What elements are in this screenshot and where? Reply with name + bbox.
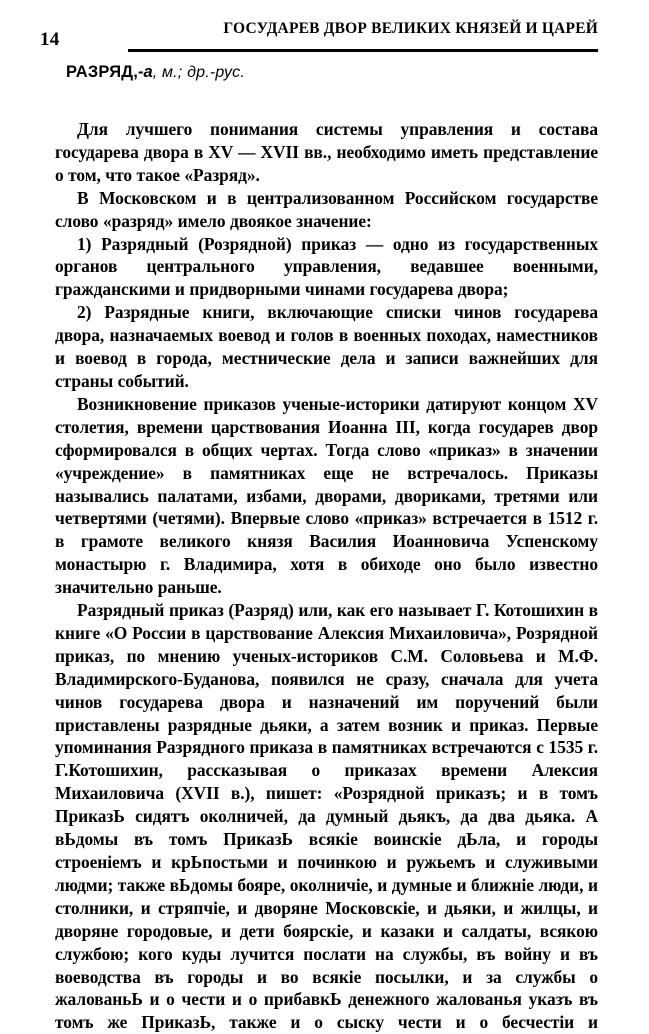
page-header (0, 14, 649, 54)
headword-term: РАЗРЯД, (66, 63, 139, 81)
header-rule (128, 49, 598, 52)
paragraph: Разрядный приказ (Разряд) или, как его называет Г. Котошихин в книге «О России в царствование Алексия Михаиловича», Розрядной приказ, по мнению ученых-историков С.М. Соловьева и М.Ф. Владимирского-Буданова, появился не сразу, сначала для учета чинов государева двора и назначений им поручений были приставлены разрядные дьяки, а затем возник и приказ. Первые упоминания Разрядного приказа в памятниках встречаются с 1535 г. Г.Котошихин, рассказывая о приказах времени Алексия Михаиловича (XVII в.), пишет: «Розрядной приказъ; и в томъ ПриказЬ сидятъ околничей, да думный дьякъ, да два дьяка. А вЬдомы въ томъ ПриказЬ всякіе воинскіе дЬла, и городы строеніемъ и крЬпостьми и починкою и ружьемъ и служивыми людми; также вЬдомы бояре, околничіе, и думные и ближніе люди, и столники, и стряпчіе, и дворяне Московскіе, и дьяки, и жилцы, и дворяне городовые, и дети боярскіе, и казаки и салдаты, всякою службою; кого куды лучится послати на службы, въ войну и въ воеводства въ городы и во всякіе посылки, и за службы о жалованьЬ и о чести и о прибавкЬ денежного жалованья указъ въ томъ же ПриказЬ, также и о сыску чести и о бесчестіи и (55, 600, 598, 1033)
paragraph: В Московском и в централизованном Российском государстве слово «разряд» имело двоякое значение: (55, 187, 598, 231)
paragraph: 2) Разрядные книги, включающие списки чинов государева двора, назначаемых воевод и голов в военных походах, наместников и воевод в города, местнические дела и записи важнейших для страны событий. (55, 302, 598, 391)
dictionary-headword (66, 62, 245, 83)
running-head-title: ГОСУДАРЕВ ДВОР ВЕЛИКИХ КНЯЗЕЙ И ЦАРЕЙ (223, 20, 598, 37)
headword-grammar-note: , м.; др.-рус. (152, 64, 246, 81)
paragraph: Возникновение приказов ученые-историки датируют концом XV столетия, времени царствования Иоанна III, когда государев двор сформировался в общих чертах. Тогда слово «приказ» в значении «учреждение» в памятниках еще не встречалось. Приказы назывались палатами, избами, дворами, двориками, третями или четвертями (четями). Впервые слово «приказ» встречается в 1512 г. в грамоте великого князя Василия Иоанновича Успенскому монастырю г. Владимира, хотя в обиходе оно было известно значительно раньше. (55, 393, 598, 598)
page-number: 14 (40, 29, 60, 50)
paragraph: Для лучшего понимания системы управления и состава государева двора в XV — XVII вв., необходимо иметь представление о том, что такое «Разряд». (55, 119, 598, 185)
body-text-block (55, 118, 598, 1034)
paragraph: 1) Разрядный (Розрядной) приказ — одно из государственных органов центрального управления, ведавшее военными, гражданскими и придворными чинами государева двора; (55, 233, 598, 300)
headword-inflection: -а (138, 63, 153, 81)
